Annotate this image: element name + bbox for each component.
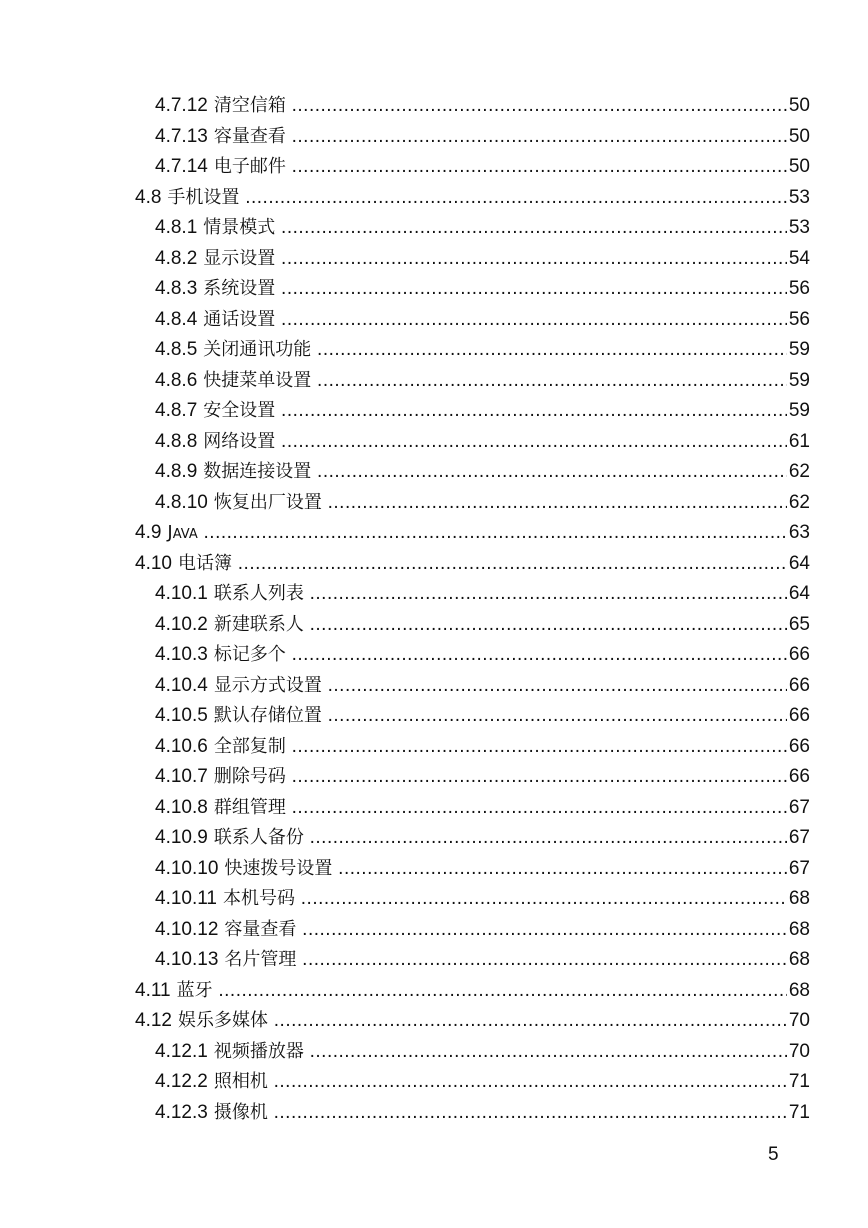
toc-entry-label bbox=[155, 91, 810, 122]
toc-entry-label bbox=[155, 152, 810, 183]
toc-entry-page: 56 bbox=[787, 305, 810, 336]
toc-entry-number: 4.8.9 bbox=[155, 461, 198, 482]
toc-entry bbox=[0, 549, 868, 580]
toc-entry-label bbox=[155, 488, 810, 519]
toc-entry bbox=[0, 854, 868, 885]
table-of-contents bbox=[0, 91, 868, 1128]
toc-entry-number: 4.8.1 bbox=[155, 217, 198, 238]
toc-entry-page: 64 bbox=[787, 579, 810, 610]
toc-entry-title: 标记多个 bbox=[213, 644, 286, 665]
toc-entry-title: 删除号码 bbox=[213, 766, 286, 787]
toc-entry-title: 联系人列表 bbox=[213, 583, 304, 604]
toc-entry bbox=[0, 915, 868, 946]
toc-entry-page: 66 bbox=[787, 640, 810, 671]
toc-entry-title: 快速拨号设置 bbox=[224, 857, 333, 879]
toc-entry-number: 4.10.3 bbox=[155, 644, 208, 665]
toc-entry-title: 电话簿 bbox=[177, 552, 232, 574]
toc-entry bbox=[0, 305, 868, 336]
toc-entry-title: 蓝牙 bbox=[176, 979, 213, 1001]
toc-entry-label bbox=[155, 854, 810, 885]
toc-entry-number: 4.12.2 bbox=[155, 1071, 208, 1092]
toc-entry-number: 4.9 bbox=[135, 522, 162, 543]
toc-entry-label bbox=[155, 579, 810, 610]
toc-entry bbox=[0, 396, 868, 427]
toc-entry-page: 67 bbox=[787, 823, 810, 854]
toc-entry-label bbox=[155, 945, 810, 976]
toc-entry bbox=[0, 610, 868, 641]
toc-entry-page: 63 bbox=[787, 518, 810, 549]
toc-entry-label bbox=[135, 549, 810, 580]
toc-entry-page: 71 bbox=[787, 1098, 810, 1129]
toc-entry-title: 系统设置 bbox=[203, 278, 276, 299]
toc-entry-page: 66 bbox=[787, 732, 810, 763]
toc-entry-label bbox=[155, 1037, 810, 1068]
toc-entry bbox=[0, 671, 868, 702]
toc-entry-number: 4.10 bbox=[135, 552, 172, 574]
toc-entry bbox=[0, 91, 868, 122]
toc-entry-page: 50 bbox=[787, 122, 810, 153]
toc-entry bbox=[0, 884, 868, 915]
toc-entry-title: 默认存储位置 bbox=[213, 705, 322, 726]
toc-entry-title: 本机号码 bbox=[222, 888, 295, 909]
toc-entry-label bbox=[155, 122, 810, 153]
toc-entry-number: 4.10.13 bbox=[155, 949, 219, 970]
toc-entry-label bbox=[155, 1098, 810, 1129]
toc-entry-page: 62 bbox=[787, 457, 810, 488]
toc-entry-page: 54 bbox=[787, 244, 810, 275]
toc-entry-page: 66 bbox=[787, 701, 810, 732]
toc-entry-page: 70 bbox=[787, 1006, 810, 1037]
toc-entry-label bbox=[155, 305, 810, 336]
toc-entry-title: 通话设置 bbox=[203, 308, 276, 330]
toc-entry-title: 电子邮件 bbox=[213, 156, 286, 177]
toc-entry bbox=[0, 274, 868, 305]
toc-entry bbox=[0, 152, 868, 183]
toc-entry bbox=[0, 579, 868, 610]
toc-entry-number: 4.8.3 bbox=[155, 278, 198, 299]
toc-entry bbox=[0, 701, 868, 732]
toc-entry-label bbox=[155, 762, 810, 793]
toc-entry-label bbox=[135, 1006, 810, 1037]
toc-entry-label bbox=[155, 427, 810, 458]
toc-entry-title: 安全设置 bbox=[203, 400, 276, 421]
toc-entry-title: 群组管理 bbox=[213, 796, 286, 818]
toc-entry-number: 4.10.8 bbox=[155, 796, 208, 818]
toc-entry-page: 64 bbox=[787, 549, 810, 580]
toc-entry-number: 4.10.11 bbox=[155, 888, 217, 909]
toc-entry-label bbox=[155, 640, 810, 671]
toc-entry bbox=[0, 518, 868, 549]
toc-entry-page: 68 bbox=[787, 945, 810, 976]
toc-entry bbox=[0, 1006, 868, 1037]
toc-entry-label bbox=[155, 396, 810, 427]
toc-entry-title: 显示方式设置 bbox=[213, 674, 322, 696]
toc-entry-page: 56 bbox=[787, 274, 810, 305]
toc-entry-title: 容量查看 bbox=[224, 918, 297, 940]
toc-entry-number: 4.10.5 bbox=[155, 705, 208, 726]
toc-entry-label bbox=[155, 457, 810, 488]
toc-entry bbox=[0, 762, 868, 793]
toc-entry-page: 53 bbox=[787, 213, 810, 244]
toc-entry-page: 67 bbox=[787, 793, 810, 824]
toc-entry-page: 67 bbox=[787, 854, 810, 885]
toc-entry-number: 4.12 bbox=[135, 1010, 172, 1031]
toc-entry-page: 59 bbox=[787, 366, 810, 397]
toc-entry-label bbox=[155, 335, 810, 366]
toc-entry-title: 关闭通讯功能 bbox=[203, 339, 312, 360]
toc-entry-page: 68 bbox=[787, 915, 810, 946]
toc-entry-label bbox=[155, 823, 810, 854]
toc-entry-number: 4.8.5 bbox=[155, 339, 198, 360]
toc-entry-label bbox=[155, 610, 810, 641]
toc-entry bbox=[0, 244, 868, 275]
toc-entry-page: 61 bbox=[787, 427, 810, 458]
toc-entry bbox=[0, 213, 868, 244]
page-number: 5 bbox=[768, 1144, 779, 1165]
toc-entry-page: 62 bbox=[787, 488, 810, 519]
toc-entry bbox=[0, 823, 868, 854]
toc-entry-number: 4.10.7 bbox=[155, 766, 208, 787]
toc-entry bbox=[0, 335, 868, 366]
toc-entry-number: 4.10.9 bbox=[155, 827, 208, 848]
toc-entry-label bbox=[155, 671, 810, 702]
toc-entry bbox=[0, 945, 868, 976]
toc-entry-page: 68 bbox=[787, 976, 810, 1007]
toc-entry-label bbox=[155, 915, 810, 946]
toc-entry-number: 4.8 bbox=[135, 186, 162, 208]
toc-entry-number: 4.11 bbox=[135, 979, 171, 1001]
toc-entry-page: 66 bbox=[787, 762, 810, 793]
toc-entry-label bbox=[155, 884, 810, 915]
toc-entry bbox=[0, 183, 868, 214]
toc-entry-label bbox=[155, 732, 810, 763]
toc-entry-number: 4.7.13 bbox=[155, 125, 208, 147]
toc-entry-title: 手机设置 bbox=[167, 186, 240, 208]
toc-entry-title: 摄像机 bbox=[213, 1101, 268, 1123]
toc-entry bbox=[0, 976, 868, 1007]
toc-entry-title: 数据连接设置 bbox=[203, 461, 312, 482]
toc-entry-title: 清空信箱 bbox=[213, 95, 286, 116]
toc-entry-page: 59 bbox=[787, 396, 810, 427]
toc-entry-label bbox=[155, 274, 810, 305]
toc-entry-number: 4.10.1 bbox=[155, 583, 208, 604]
toc-entry-title: 全部复制 bbox=[213, 735, 286, 757]
toc-entry-number: 4.7.12 bbox=[155, 95, 208, 116]
toc-entry-number: 4.12.3 bbox=[155, 1101, 208, 1123]
toc-entry-number: 4.8.8 bbox=[155, 430, 198, 452]
toc-entry-page: 50 bbox=[787, 152, 810, 183]
toc-entry-title: 恢复出厂设置 bbox=[213, 491, 322, 513]
toc-entry-title: 情景模式 bbox=[203, 217, 276, 238]
toc-entry-number: 4.12.1 bbox=[155, 1040, 208, 1062]
toc-entry-title: 快捷菜单设置 bbox=[203, 369, 312, 391]
toc-entry-number: 4.10.2 bbox=[155, 613, 208, 635]
toc-entry bbox=[0, 457, 868, 488]
toc-entry-number: 4.10.12 bbox=[155, 918, 219, 940]
toc-entry-title: 显示设置 bbox=[203, 247, 276, 269]
toc-entry bbox=[0, 793, 868, 824]
toc-entry-number: 4.8.2 bbox=[155, 247, 198, 269]
toc-entry bbox=[0, 366, 868, 397]
toc-entry-title: 网络设置 bbox=[203, 430, 276, 452]
toc-entry-number: 4.8.6 bbox=[155, 369, 198, 391]
toc-entry bbox=[0, 488, 868, 519]
toc-entry-page: 66 bbox=[787, 671, 810, 702]
toc-entry-label bbox=[155, 244, 810, 275]
toc-entry-label bbox=[155, 1067, 810, 1098]
toc-entry-number: 4.10.4 bbox=[155, 674, 208, 696]
toc-entry-page: 70 bbox=[787, 1037, 810, 1068]
toc-entry-label bbox=[135, 183, 810, 214]
toc-entry-title: 照相机 bbox=[213, 1071, 268, 1092]
toc-entry-number: 4.10.10 bbox=[155, 857, 219, 879]
toc-entry-label bbox=[155, 793, 810, 824]
toc-entry-title: Java bbox=[167, 522, 198, 543]
toc-entry-page: 68 bbox=[787, 884, 810, 915]
toc-entry-title: 新建联系人 bbox=[213, 613, 304, 635]
toc-entry-title: 名片管理 bbox=[224, 949, 297, 970]
toc-entry bbox=[0, 1067, 868, 1098]
toc-entry-title: 娱乐多媒体 bbox=[177, 1010, 268, 1031]
toc-entry-label bbox=[155, 213, 810, 244]
toc-entry-label bbox=[155, 366, 810, 397]
toc-entry bbox=[0, 1037, 868, 1068]
toc-entry-number: 4.8.4 bbox=[155, 308, 198, 330]
toc-entry-label bbox=[135, 518, 810, 549]
toc-entry bbox=[0, 427, 868, 458]
toc-entry-title: 视频播放器 bbox=[213, 1040, 304, 1062]
toc-entry-number: 4.8.10 bbox=[155, 491, 208, 513]
toc-entry bbox=[0, 732, 868, 763]
toc-entry-page: 59 bbox=[787, 335, 810, 366]
toc-entry bbox=[0, 1098, 868, 1129]
toc-entry-label bbox=[155, 701, 810, 732]
toc-entry-title: 容量查看 bbox=[213, 125, 286, 147]
toc-entry-page: 50 bbox=[787, 91, 810, 122]
toc-entry-page: 53 bbox=[787, 183, 810, 214]
toc-entry-number: 4.7.14 bbox=[155, 156, 208, 177]
toc-entry-label bbox=[135, 976, 810, 1007]
toc-entry bbox=[0, 640, 868, 671]
toc-entry-title: 联系人备份 bbox=[213, 827, 304, 848]
toc-entry-page: 71 bbox=[787, 1067, 810, 1098]
toc-entry bbox=[0, 122, 868, 153]
toc-entry-number: 4.8.7 bbox=[155, 400, 198, 421]
toc-entry-number: 4.10.6 bbox=[155, 735, 208, 757]
toc-entry-page: 65 bbox=[787, 610, 810, 641]
